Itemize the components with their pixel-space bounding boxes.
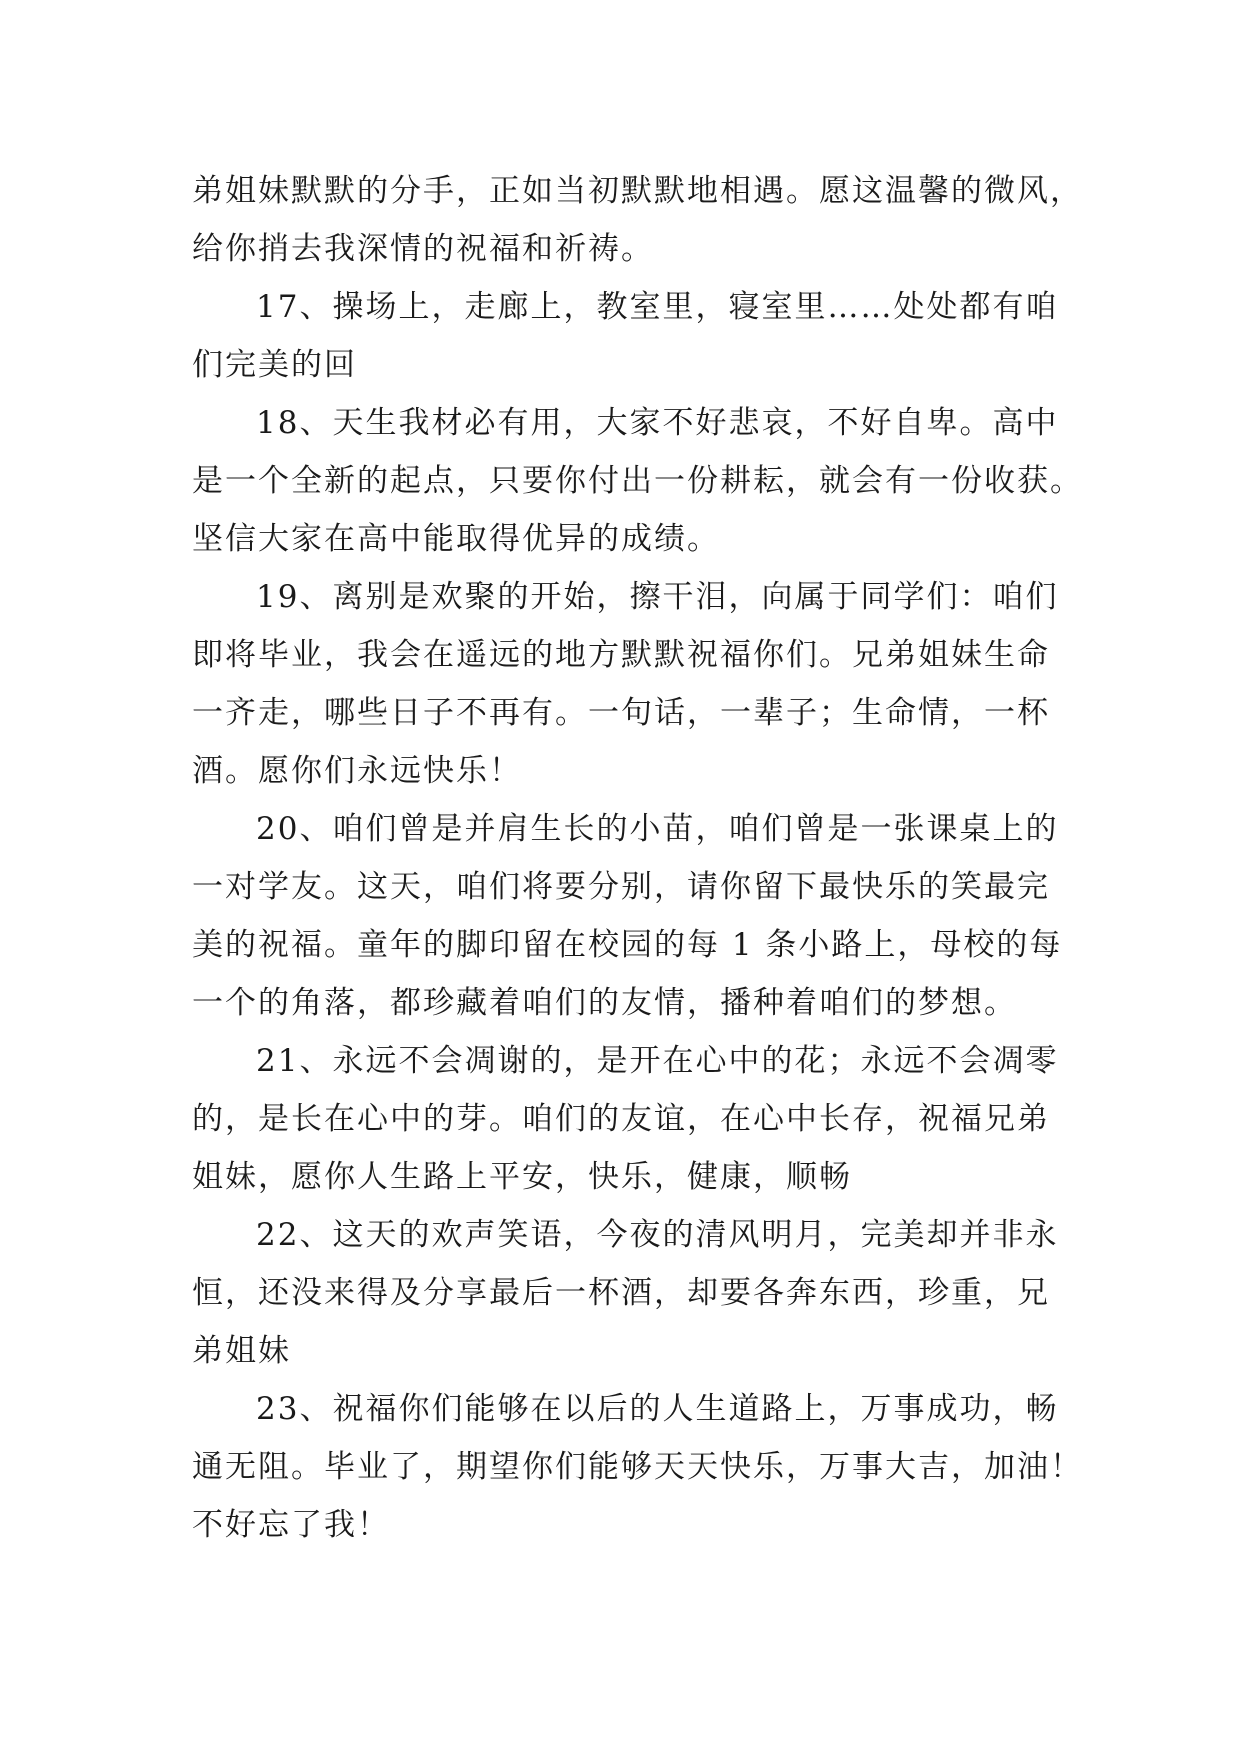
paragraph-16-continued bbox=[192, 162, 1083, 278]
paragraph-17 bbox=[192, 278, 1059, 394]
text-line: 是一个全新的起点，只要你付出一份耕耘，就会有一份收获。 bbox=[192, 463, 1083, 499]
text-line: 弟姐妹 bbox=[192, 1333, 291, 1369]
text-line: 即将毕业，我会在遥远的地方默默祝福你们。兄弟姐妹生命 bbox=[192, 637, 1050, 673]
text-line: 不好忘了我！ bbox=[192, 1507, 390, 1543]
paragraph-21 bbox=[192, 1032, 1059, 1206]
text-line: 一齐走，哪些日子不再有。一句话，一辈子；生命情，一杯 bbox=[192, 695, 1050, 731]
text-line: 23、祝福你们能够在以后的人生道路上，万事成功，畅 bbox=[256, 1391, 1059, 1427]
text-line: 弟姐妹默默的分手，正如当初默默地相遇。愿这温馨的微风， bbox=[192, 173, 1083, 209]
text-line: 17、操场上，走廊上，教室里，寝室里……处处都有咱 bbox=[256, 289, 1059, 325]
paragraph-22 bbox=[192, 1206, 1059, 1380]
paragraph-19 bbox=[192, 568, 1059, 800]
text-line: 酒。愿你们永远快乐！ bbox=[192, 753, 522, 789]
text-line: 给你捎去我深情的祝福和祈祷。 bbox=[192, 231, 654, 267]
paragraph-20 bbox=[192, 800, 1063, 1032]
text-line: 的，是长在心中的芽。咱们的友谊，在心中长存，祝福兄弟 bbox=[192, 1101, 1050, 1137]
text-line: 18、天生我材必有用，大家不好悲哀，不好自卑。高中 bbox=[256, 405, 1059, 441]
text-line: 美的祝福。童年的脚印留在校园的每 1 条小路上，母校的每 bbox=[192, 927, 1063, 963]
text-line: 19、离别是欢聚的开始，擦干泪，向属于同学们：咱们 bbox=[256, 579, 1059, 615]
document-body bbox=[192, 162, 1083, 1554]
text-line: 姐妹，愿你人生路上平安，快乐，健康，顺畅 bbox=[192, 1159, 852, 1195]
paragraph-18 bbox=[192, 394, 1083, 568]
text-line: 20、咱们曾是并肩生长的小苗，咱们曾是一张课桌上的 bbox=[256, 811, 1059, 847]
text-line: 坚信大家在高中能取得优异的成绩。 bbox=[192, 521, 720, 557]
text-line: 一对学友。这天，咱们将要分别，请你留下最快乐的笑最完 bbox=[192, 869, 1050, 905]
text-line: 们完美的回 bbox=[192, 347, 357, 383]
text-line: 21、永远不会凋谢的，是开在心中的花；永远不会凋零 bbox=[256, 1043, 1059, 1079]
paragraph-23 bbox=[192, 1380, 1083, 1554]
text-line: 通无阻。毕业了，期望你们能够天天快乐，万事大吉，加油！ bbox=[192, 1449, 1083, 1485]
text-line: 22、这天的欢声笑语，今夜的清风明月，完美却并非永 bbox=[256, 1217, 1059, 1253]
text-line: 一个的角落，都珍藏着咱们的友情，播种着咱们的梦想。 bbox=[192, 985, 1017, 1021]
text-line: 恒，还没来得及分享最后一杯酒，却要各奔东西，珍重，兄 bbox=[192, 1275, 1050, 1311]
